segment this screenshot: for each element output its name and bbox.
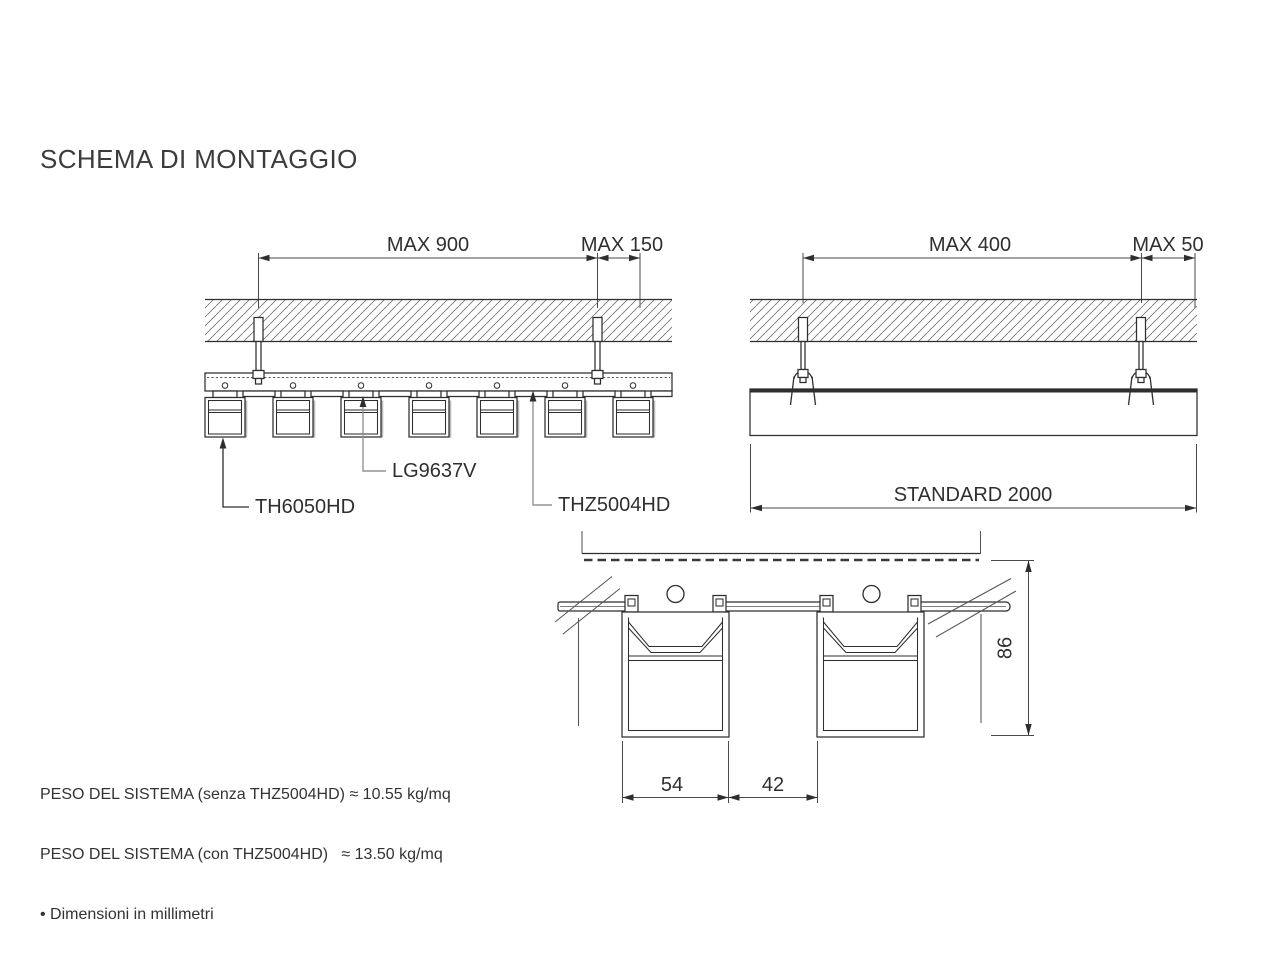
- dimension-standard-2000: [751, 444, 1197, 513]
- slat-profile: [477, 398, 518, 438]
- slat-cross-section: [622, 596, 729, 738]
- dimension-86: [991, 561, 1034, 736]
- profile-detail-view: [555, 531, 1034, 803]
- callout-th6050hd: [220, 438, 355, 519]
- dim-label-max-50: MAX 50: [1132, 234, 1204, 256]
- ceiling-slab: [750, 300, 1197, 342]
- dim-label-max-150: MAX 150: [580, 234, 664, 256]
- dim-label-max-900: MAX 900: [386, 234, 470, 256]
- system-notes: [40, 745, 451, 945]
- label-thz5004hd: THZ5004HD: [558, 494, 671, 516]
- slat-cross-section: [817, 596, 924, 738]
- suspension-hanger: [253, 318, 264, 385]
- dimension-max-50: [1132, 234, 1203, 261]
- carrier-and-slats: [205, 373, 672, 438]
- slat-profile: [273, 398, 314, 438]
- note-units: • Dimensioni in millimetri: [40, 906, 214, 923]
- slat-profiles: [205, 398, 654, 438]
- slat-profile: [409, 398, 450, 438]
- slat-profile: [613, 398, 654, 438]
- dim-label-54: 54: [660, 774, 684, 796]
- slat-profile: [205, 398, 246, 438]
- slat-necks: [213, 391, 645, 398]
- break-symbol-left: [555, 577, 620, 727]
- dimension-54: [623, 741, 729, 803]
- dim-label-standard-2000: STANDARD 2000: [893, 484, 1053, 506]
- right-section-view: [750, 234, 1204, 513]
- left-section-view: [205, 234, 672, 518]
- dim-label-86: 86: [994, 636, 1017, 660]
- filler-strips: [243, 391, 672, 397]
- page-title: SCHEMA DI MONTAGGIO: [40, 144, 358, 174]
- slat-profile: [545, 398, 586, 438]
- dim-label-42: 42: [761, 774, 785, 796]
- label-lg9637v: LG9637V: [392, 460, 477, 482]
- dimension-42: [729, 741, 818, 803]
- dim-label-max-400: MAX 400: [928, 234, 1012, 256]
- note-weight-with: PESO DEL SISTEMA (con THZ5004HD) ≈ 13.50 kg/mq: [40, 846, 443, 863]
- label-th6050hd: TH6050HD: [255, 496, 356, 518]
- note-weight-without: PESO DEL SISTEMA (senza THZ5004HD) ≈ 10.55 kg/mq: [40, 786, 451, 803]
- suspension-hanger: [592, 318, 603, 385]
